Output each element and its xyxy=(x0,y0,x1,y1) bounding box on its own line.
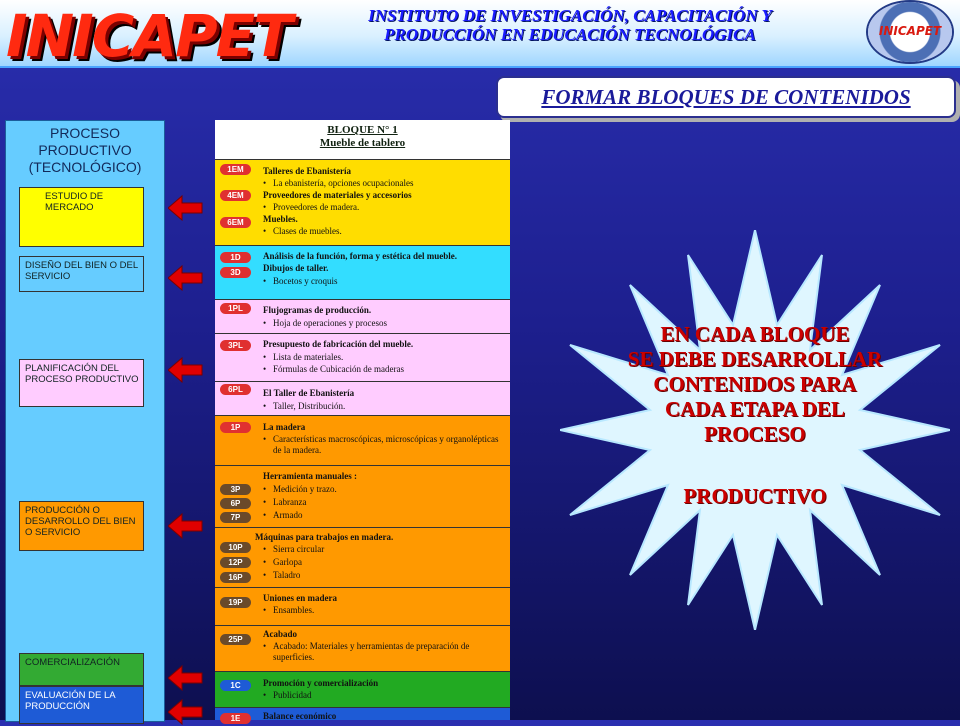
code-tag: 10P xyxy=(220,542,251,553)
code-tag: 4EM xyxy=(220,190,251,201)
code-tag: 1C xyxy=(220,680,251,691)
content-line: Presupuesto de fabricación del mueble. xyxy=(263,339,414,349)
content-line: • Proveedores de madera. xyxy=(273,202,359,213)
content-line: Balance económico xyxy=(263,711,337,721)
content-line: Acabado xyxy=(263,629,298,639)
step-label: COMERCIALIZACIÓN xyxy=(25,657,121,668)
section-flujogramas xyxy=(215,300,510,334)
callout-line: EN CADA BLOQUE xyxy=(660,322,850,346)
content-line: • Hoja de operaciones y procesos xyxy=(273,318,387,329)
institute-line-2: PRODUCCIÓN EN EDUCACIÓN TECNOLÓGICA xyxy=(384,25,756,44)
section-presupuesto xyxy=(215,334,510,382)
arrow-left-icon xyxy=(168,264,204,292)
content-line: • Fórmulas de Cubicación de maderas xyxy=(273,364,404,375)
content-line: • Lista de materiales. xyxy=(273,352,343,363)
content-line: Flujogramas de producción. xyxy=(263,305,372,315)
section-maquinas xyxy=(215,528,510,588)
block-title xyxy=(215,124,510,150)
content-line: El Taller de Ebanistería xyxy=(263,388,355,398)
content-line: • Bocetos y croquis xyxy=(273,276,338,287)
code-tag: 19P xyxy=(220,597,251,608)
code-tag: 16P xyxy=(220,572,251,583)
process-title-line-1: PROCESO xyxy=(49,125,120,141)
arrow-left-icon xyxy=(168,664,204,692)
callout-line: PROCESO xyxy=(704,422,806,446)
callout-line: SE DEBE DESARROLLAR xyxy=(627,347,883,371)
content-line: Proveedores de materiales y accesorios xyxy=(263,190,412,200)
inicapet-logo: INICAPET xyxy=(6,2,291,70)
seal-label: INICAPET xyxy=(878,24,942,38)
section-promocion xyxy=(215,672,510,708)
step-label: PLANIFICACIÓN DEL PROCESO PRODUCTIVO xyxy=(25,363,139,385)
section-acabado xyxy=(215,626,510,672)
content-line: Dibujos de taller. xyxy=(263,263,329,273)
content-line: Talleres de Ebanistería xyxy=(263,166,352,176)
block-content-table xyxy=(215,120,510,723)
block-name: Mueble de tablero xyxy=(319,137,406,149)
step-diseno xyxy=(19,256,144,292)
content-line: • Armado xyxy=(273,510,303,521)
content-line: Herramienta manuales : xyxy=(263,471,357,481)
header-banner xyxy=(0,0,960,68)
process-title xyxy=(6,125,164,176)
callout-last-line: PRODUCTIVO xyxy=(683,484,827,508)
code-tag: 6PL xyxy=(220,384,251,395)
content-line: • Características macroscópicas, microscópicas y organolépticas de la madera. xyxy=(273,434,501,456)
process-title-line-2: PRODUCTIVO xyxy=(38,142,132,158)
step-estudio-mercado xyxy=(19,187,144,247)
content-line: • Sierra circular xyxy=(273,544,324,555)
content-line: • Taller, Distribución. xyxy=(273,401,345,412)
content-line: • Clases de muebles. xyxy=(273,226,342,237)
step-label: EVALUACIÓN DE LA PRODUCCIÓN xyxy=(25,690,116,712)
step-produccion xyxy=(19,501,144,551)
process-column xyxy=(5,120,165,722)
section-diseno xyxy=(215,246,510,300)
section-herramientas xyxy=(215,466,510,528)
content-line: Promoción y comercialización xyxy=(263,678,379,688)
section-madera xyxy=(215,416,510,466)
code-tag: 7P xyxy=(220,512,251,523)
callout-line: CADA ETAPA DEL xyxy=(664,397,846,421)
step-comercializacion xyxy=(19,653,144,686)
content-line: • Acabado: Materiales y herramientas de preparación de superficies. xyxy=(273,641,501,663)
section-balance xyxy=(215,708,510,723)
section-taller xyxy=(215,382,510,416)
institute-name xyxy=(320,6,820,44)
content-line: • Ensambles. xyxy=(273,605,314,616)
code-tag: 6P xyxy=(220,498,251,509)
content-line: Muebles. xyxy=(263,214,298,224)
step-evaluacion xyxy=(19,686,144,724)
section-uniones xyxy=(215,588,510,626)
block-number: BLOQUE N° 1 xyxy=(327,124,398,136)
content-line: • Publicidad xyxy=(273,690,312,701)
step-label: PRODUCCIÓN O DESARROLLO DEL BIEN O SERVICIO xyxy=(25,505,136,538)
arrow-left-icon xyxy=(168,512,204,540)
code-tag: 1P xyxy=(220,422,251,433)
content-line: • Labranza xyxy=(273,497,306,508)
arrow-left-icon xyxy=(168,356,204,384)
code-tag: 3D xyxy=(220,267,251,278)
code-tag: 6EM xyxy=(220,217,251,228)
arrow-left-icon xyxy=(168,698,204,726)
step-planificacion xyxy=(19,359,144,407)
code-tag: 12P xyxy=(220,557,251,568)
code-tag: 1PL xyxy=(220,303,251,314)
callout-text xyxy=(560,322,950,447)
content-line: Máquinas para trabajos en madera. xyxy=(255,532,394,542)
content-line: Análisis de la función, forma y estética del mueble. xyxy=(263,251,457,261)
content-line: • Garlopa xyxy=(273,557,302,568)
step-label: DISEÑO DEL BIEN O DEL SERVICIO xyxy=(25,260,138,282)
code-tag: 3PL xyxy=(220,340,251,351)
slide-subtitle: FORMAR BLOQUES DE CONTENIDOS xyxy=(496,76,956,118)
step-label: ESTUDIO DE MERCADO xyxy=(45,191,104,213)
institute-seal xyxy=(868,2,952,62)
code-tag: 1EM xyxy=(220,164,251,175)
callout-line: CONTENIDOS PARA xyxy=(653,372,857,396)
block-header xyxy=(215,120,510,160)
code-tag: 25P xyxy=(220,634,251,645)
process-title-line-3: (TECNOLÓGICO) xyxy=(28,159,142,175)
section-estudio-mercado xyxy=(215,160,510,246)
content-line: Uniones en madera xyxy=(263,593,337,603)
code-tag: 3P xyxy=(220,484,251,495)
institute-line-1: INSTITUTO DE INVESTIGACIÓN, CAPACITACIÓN Y xyxy=(368,6,772,25)
content-line: • Medición y trazo. xyxy=(273,484,337,495)
content-line: La madera xyxy=(263,422,306,432)
code-tag: 1D xyxy=(220,252,251,263)
code-tag: 1E xyxy=(220,713,251,724)
content-line: • Taladro xyxy=(273,570,300,581)
content-line: • La ebanistería, opciones ocupacionales xyxy=(273,178,413,189)
arrow-left-icon xyxy=(168,194,204,222)
